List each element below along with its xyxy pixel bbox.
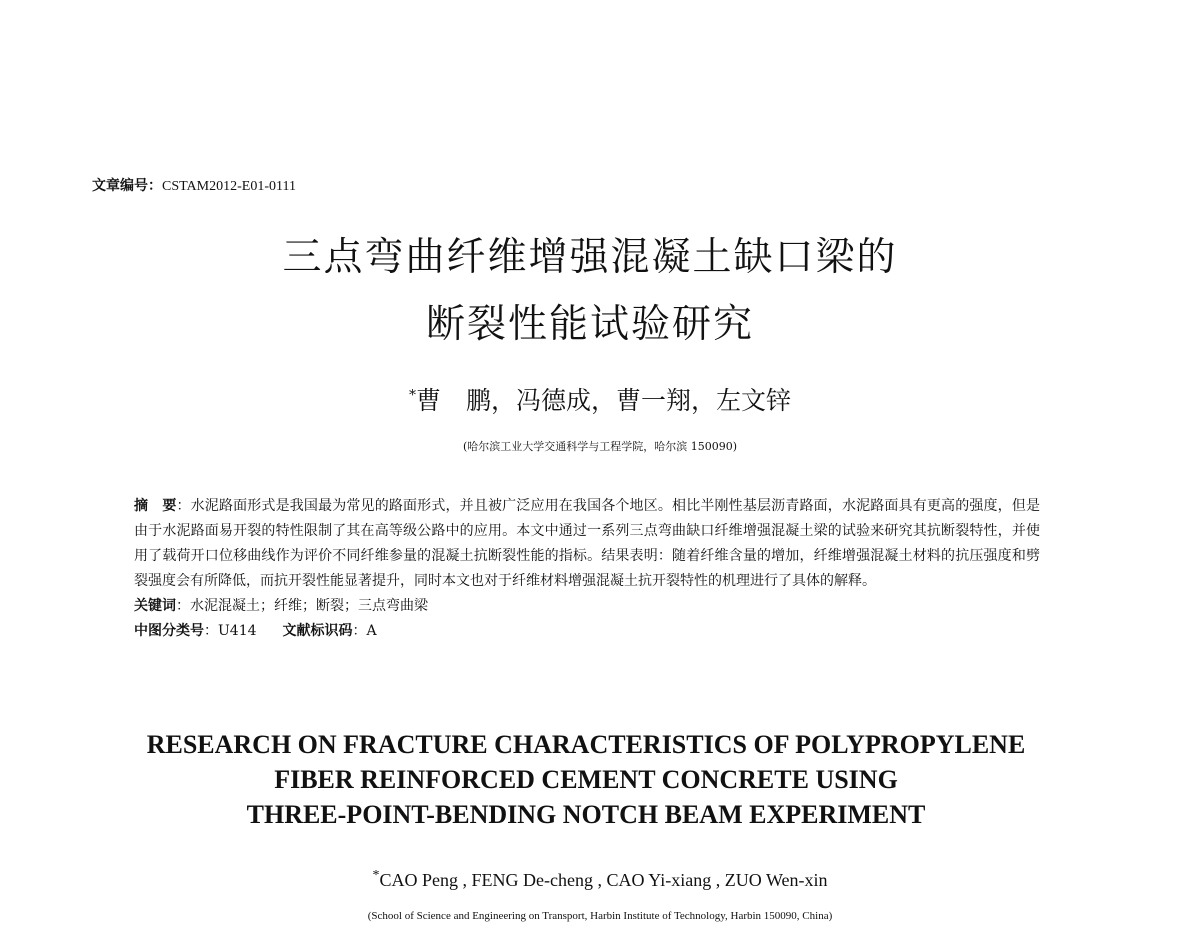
keywords-label: 关键词 <box>134 598 176 614</box>
chinese-authors <box>0 381 1200 417</box>
chinese-affiliation: (哈尔滨工业大学交通科学与工程学院，哈尔滨 150090) <box>462 440 738 453</box>
english-authors <box>0 868 1200 891</box>
corresponding-author-mark: * <box>408 387 416 404</box>
english-corresponding-author-mark: * <box>372 868 380 883</box>
chinese-abstract <box>134 494 1040 594</box>
abstract-label: 摘 要 <box>134 498 177 514</box>
keywords-text: ：水泥混凝土；纤维；断裂；三点弯曲梁 <box>176 598 428 614</box>
classification <box>134 619 1040 644</box>
chinese-author-names: 曹 鹏，冯德成，曹一翔，左文锌 <box>415 386 791 415</box>
abstract-text: ：水泥路面形式是我国最为常见的路面形式，并且被广泛应用在我国各个地区。相比半刚性基层沥青路面，水泥路面具有更高的强度，但是由于水泥路面易开裂的特性限制了其在高等级公路中的应用。本文中通过一系列三点弯曲缺口纤维增强混凝土梁的试验来研究其抗断裂特性，并使用了载荷开口位移曲线作为评价不同纤维参量的混凝土抗断裂性能的指标。结果表明：随着纤维含量的增加，纤维增强混凝土材料的抗压强度和劈裂强度会有所降低，而抗开裂性能显著提升，同时本文也对于纤维材料增强混凝土抗开裂特性的机理进行了具体的解释。 <box>134 498 1041 589</box>
article-number-label: 文章编号： <box>92 178 162 194</box>
english-title-line-3: THREE-POINT-BENDING NOTCH BEAM EXPERIMENT <box>246 800 926 829</box>
doc-code-label: 文献标识码 <box>282 623 353 639</box>
keywords <box>134 594 1040 619</box>
english-title-line-2: FIBER REINFORCED CEMENT CONCRETE USING <box>274 765 898 794</box>
english-title-line-1: RESEARCH ON FRACTURE CHARACTERISTICS OF POLYPROPYLENE <box>146 730 1026 759</box>
doc-code-value: ：A <box>352 623 377 639</box>
english-author-names: CAO Peng , FENG De-cheng , CAO Yi-xiang , ZUO Wen-xin <box>379 870 828 890</box>
article-number <box>92 175 296 195</box>
chinese-title-line-2: 断裂性能试验研究 <box>425 302 754 347</box>
chinese-abstract-block <box>134 494 1040 644</box>
chinese-title-line-1: 三点弯曲纤维增强混凝土缺口梁的 <box>282 235 898 280</box>
english-affiliation: (School of Science and Engineering on Transport, Harbin Institute of Technology, Harbin 150090, China) <box>367 910 833 922</box>
clc-value: ：U414 <box>204 623 257 639</box>
article-number-value: CSTAM2012-E01-0111 <box>162 179 296 194</box>
clc-label: 中图分类号 <box>134 623 204 639</box>
